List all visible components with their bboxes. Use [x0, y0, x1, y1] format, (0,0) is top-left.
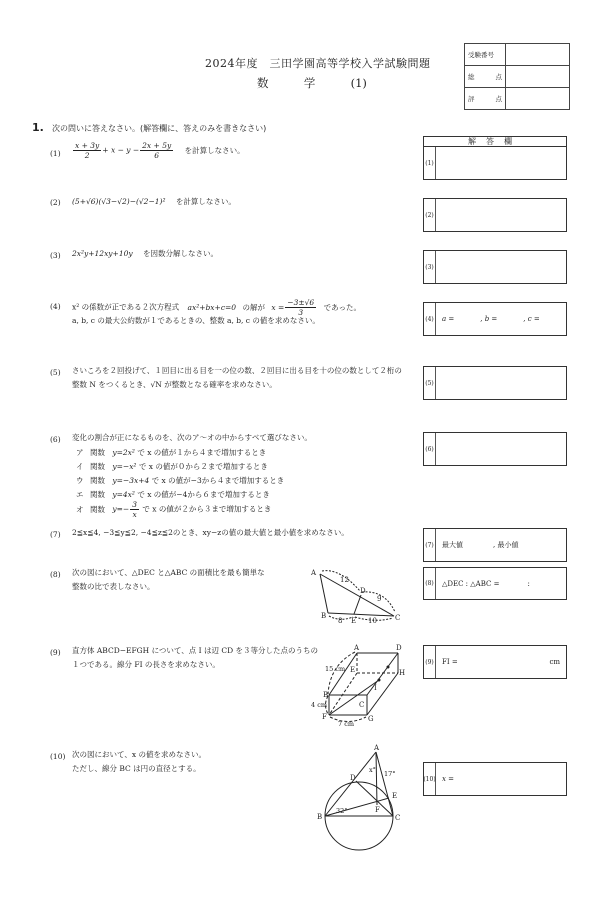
- label-c: C: [359, 701, 365, 709]
- q6-choice-o-frac-den: x: [132, 510, 137, 519]
- q6-choice-u-fn: 関数: [90, 476, 105, 485]
- point-trisect: [387, 666, 390, 669]
- q9-line1: 直方体 ABCD−EFGH について、点 I は辺 CD を３等分した点のうちの: [72, 646, 319, 655]
- q1-frac1-den: 2: [84, 151, 90, 160]
- q9-cuboid-figure: [300, 640, 410, 730]
- length-4cm: 4 cm: [311, 701, 328, 709]
- q4-line2: a, b, c の最大公約数が１であるときの、整数 a, b, c の値を求めなさい。: [72, 316, 320, 325]
- q1-frac2: [140, 141, 173, 160]
- q5-number: (5): [50, 368, 61, 377]
- q1-instruction: を計算しなさい。: [184, 145, 245, 155]
- q6-choice-e: [76, 489, 270, 500]
- q4-equation: ax²+bx+c=0: [187, 302, 237, 312]
- rating-field[interactable]: [506, 88, 570, 110]
- q5-line2: 整数 N をつくるとき、√N が整数となる確率を求めなさい。: [72, 380, 277, 389]
- q4-solution-lhs: x =: [271, 302, 285, 312]
- q6-choice-i-fn: 関数: [90, 462, 105, 471]
- q2-number: (2): [50, 198, 61, 207]
- answer-box-2-number: (2): [424, 199, 436, 231]
- subject-char-1: 数: [257, 76, 269, 90]
- q6-choice-u-text: で x の値が−3から４まで増加するとき: [151, 476, 285, 485]
- answer-box-9-number: (9): [424, 646, 436, 678]
- label-i: I: [374, 684, 377, 692]
- q6-choice-o-frac-num: 3: [132, 500, 137, 509]
- length-15cm: 15 cm: [325, 665, 346, 673]
- line-af: [376, 752, 377, 805]
- label-f: F: [375, 806, 380, 814]
- q1-frac1: [73, 141, 101, 160]
- answer-box-1[interactable]: [423, 146, 567, 180]
- q1-frac1-num: x + 3y: [75, 141, 100, 150]
- answer-box-7-field[interactable]: [442, 529, 560, 561]
- length-ec: 10: [368, 617, 377, 625]
- answer-box-1-number: (1): [424, 147, 436, 179]
- label-e: E: [392, 792, 398, 800]
- label-h: H: [399, 669, 406, 677]
- q2-instruction: を計算しなさい。: [175, 197, 236, 206]
- exam-id-box: [464, 43, 570, 110]
- edge-ab: [320, 574, 328, 613]
- q2-expression: (5+√6)(√3−√2)−(√2−1)²: [72, 197, 166, 206]
- answer-4-a-label: a =: [442, 315, 455, 323]
- label-c: C: [395, 614, 401, 622]
- answer-box-8[interactable]: [423, 567, 567, 600]
- q5-line1: さいころを２回投げて、１回目に出る目を一の位の数、２回目に出る目を十の位の数として２桁の: [72, 366, 402, 375]
- exam-number-field[interactable]: [506, 44, 570, 66]
- point-i: [378, 679, 381, 682]
- answer-4-b-label: , b =: [480, 315, 498, 323]
- q6-choice-a-fn: 関数: [90, 448, 105, 457]
- answer-box-6-number: (6): [424, 433, 436, 465]
- q4-number: (4): [50, 302, 61, 311]
- q10-number: (10): [50, 752, 66, 761]
- label-a: A: [374, 744, 380, 752]
- edge-de: [354, 595, 361, 614]
- q4-line1-c: であった。: [323, 302, 362, 312]
- q6-choice-e-expr: y=4x²: [112, 490, 135, 499]
- q1-mid: + x − y −: [102, 145, 140, 155]
- answer-box-9-field[interactable]: [442, 646, 560, 678]
- q6-line1: 変化の割合が正になるものを、次のア〜オの中からすべて選びなさい。: [72, 433, 312, 442]
- q6-choice-a: [76, 447, 266, 458]
- q2-text: [72, 195, 236, 209]
- q6-choice-o-text: で x の値が２から３まで増加するとき: [142, 504, 272, 514]
- angle-32: 32°: [336, 807, 348, 815]
- rating-label: [465, 88, 506, 110]
- label-a: A: [354, 644, 360, 652]
- answer-box-8-field[interactable]: [442, 568, 560, 599]
- q1-text: [72, 141, 245, 160]
- label-d: D: [350, 774, 356, 782]
- q10-circle-figure: [300, 740, 420, 860]
- q6-choice-e-text: で x の値が−4から６まで増加するとき: [137, 490, 270, 499]
- answer-box-4-field[interactable]: [442, 303, 560, 335]
- answer-9-unit: cm: [549, 658, 560, 666]
- q8-number: (8): [50, 570, 61, 579]
- answer-box-3[interactable]: [423, 250, 567, 284]
- answer-box-10-number: (10): [424, 763, 436, 795]
- exam-number-label: 受験番号: [465, 44, 506, 66]
- q6-choice-i: [76, 461, 268, 472]
- answer-box-7[interactable]: [423, 528, 567, 562]
- answer-9-lhs: FI =: [442, 658, 458, 666]
- answer-7-max-label: 最大値: [442, 541, 463, 549]
- q10-line2: ただし、線分 BC は円の直径とする。: [72, 764, 201, 773]
- label-b: B: [321, 612, 327, 620]
- line-ab: [325, 752, 376, 816]
- total-score-label-b: 点: [495, 73, 502, 81]
- answer-box-4-number: (4): [424, 303, 436, 335]
- q3-number: (3): [50, 251, 61, 260]
- q8-triangle-figure: [300, 560, 410, 630]
- label-f: F: [322, 713, 327, 721]
- label-b: B: [323, 691, 329, 699]
- q3-expression: 2x²y+12xy+10y: [72, 249, 133, 258]
- q6-choice-u-key: ウ: [76, 476, 84, 485]
- q10-line1: 次の図において、x の値を求めなさい。: [72, 750, 206, 759]
- q1-number: (1): [50, 149, 61, 158]
- total-score-label-a: 総: [468, 73, 475, 81]
- edge-ac: [320, 574, 394, 616]
- length-be: 8: [338, 617, 343, 625]
- subject-part: (1): [350, 76, 367, 90]
- q6-choice-e-fn: 関数: [90, 490, 105, 499]
- q6-choice-o-fn: 関数: [90, 504, 105, 514]
- section-instruction: 次の問いに答えなさい。(解答欄に、答えのみを書きなさい): [52, 124, 267, 133]
- subject-title: [257, 75, 367, 91]
- length-dc: 9: [377, 595, 382, 603]
- q3-text: [72, 247, 218, 261]
- answer-box-5-field[interactable]: [442, 367, 560, 399]
- answer-box-9[interactable]: [423, 645, 567, 679]
- rating-label-b: 点: [495, 95, 502, 103]
- q7-number: (7): [50, 530, 61, 539]
- answer-box-5-number: (5): [424, 367, 436, 399]
- label-d: D: [396, 644, 402, 652]
- answer-box-6-field[interactable]: [442, 433, 560, 465]
- label-g: G: [368, 715, 374, 723]
- answer-4-c-label: , c =: [523, 315, 540, 323]
- label-e: E: [350, 666, 356, 674]
- label-d: D: [360, 587, 366, 595]
- q4-solution-den: 3: [298, 308, 304, 317]
- q6-choice-a-key: ア: [76, 448, 84, 457]
- answer-box-2-field[interactable]: [442, 199, 560, 231]
- q6-choice-u: [76, 475, 284, 486]
- label-a: A: [311, 569, 317, 577]
- q4-solution-num: −3±√6: [287, 298, 315, 307]
- answer-10-lhs: x =: [442, 775, 455, 783]
- answer-box-5[interactable]: [423, 366, 567, 400]
- subject-char-2: 学: [303, 76, 316, 90]
- answer-8-colon: :: [527, 579, 530, 588]
- answer-box-4[interactable]: [423, 302, 567, 336]
- edge-bc: [328, 613, 394, 616]
- q6-choice-a-expr: y=2x²: [112, 448, 135, 457]
- q9-number: (9): [50, 648, 61, 657]
- q3-instruction: を因数分解しなさい。: [143, 249, 218, 258]
- q1-frac2-num: 2x + 5y: [142, 141, 172, 150]
- section-number: 1.: [32, 121, 44, 134]
- q6-choice-a-text: で x の値が１から４まで増加するとき: [137, 448, 267, 457]
- label-b: B: [317, 813, 323, 821]
- q6-choice-o-frac: [130, 500, 139, 519]
- total-score-label: [465, 66, 506, 88]
- q9-line2: １つである。線分 FI の長さを求めなさい。: [72, 660, 220, 669]
- answer-box-3-field[interactable]: [442, 251, 560, 283]
- q6-choice-i-text: で x の値が０から２まで増加するとき: [138, 462, 268, 471]
- answer-box-8-number: (8): [424, 568, 436, 599]
- label-e: E: [351, 617, 357, 625]
- q8-line2: 整数の比で表しなさい。: [72, 582, 155, 591]
- q6-choice-o: [76, 500, 271, 519]
- q6-choice-i-expr: y=−x²: [112, 462, 137, 471]
- answer-box-10[interactable]: [423, 762, 567, 796]
- rating-label-a: 評: [468, 95, 475, 103]
- answer-box-7-number: (7): [424, 529, 436, 561]
- length-7cm: 7 cm: [338, 720, 355, 728]
- q1-frac2-den: 6: [154, 151, 160, 160]
- total-score-field[interactable]: [506, 66, 570, 88]
- q6-choice-o-expr: y=−: [112, 504, 130, 514]
- angle-x: x°: [369, 766, 376, 774]
- answer-box-6[interactable]: [423, 432, 567, 466]
- q7-line1: 2≦x≦4, −3≦y≦2, −4≦z≦2のとき、xy−zの値の最大値と最小値を求めなさい。: [72, 528, 349, 537]
- answer-box-10-field[interactable]: [442, 763, 560, 795]
- answer-box-1-field[interactable]: [442, 147, 560, 179]
- q6-choice-e-key: エ: [76, 490, 84, 499]
- answer-7-min-label: , 最小値: [493, 541, 519, 549]
- length-ad: 12: [340, 576, 349, 584]
- angle-17: 17°: [384, 770, 396, 778]
- exam-title: 2024年度 三田学園高等学校入学試験問題: [205, 57, 431, 70]
- q4-line1-a: x² の係数が正である２次方程式: [72, 302, 180, 312]
- q8-line1: 次の図において、△DEC と△ABC の面積比を最も簡単な: [72, 568, 265, 577]
- q6-choice-u-expr: y=−3x+4: [112, 476, 150, 485]
- q6-choice-o-key: オ: [76, 504, 84, 514]
- answer-box-2[interactable]: [423, 198, 567, 232]
- answer-8-ratio-label: △DEC : △ABC =: [442, 579, 500, 588]
- answer-column-header: 解答欄: [423, 136, 567, 147]
- label-c: C: [395, 814, 401, 822]
- q6-number: (6): [50, 435, 61, 444]
- q4-line1-b: の解が: [242, 302, 265, 312]
- q6-choice-i-key: イ: [76, 462, 84, 471]
- answer-box-3-number: (3): [424, 251, 436, 283]
